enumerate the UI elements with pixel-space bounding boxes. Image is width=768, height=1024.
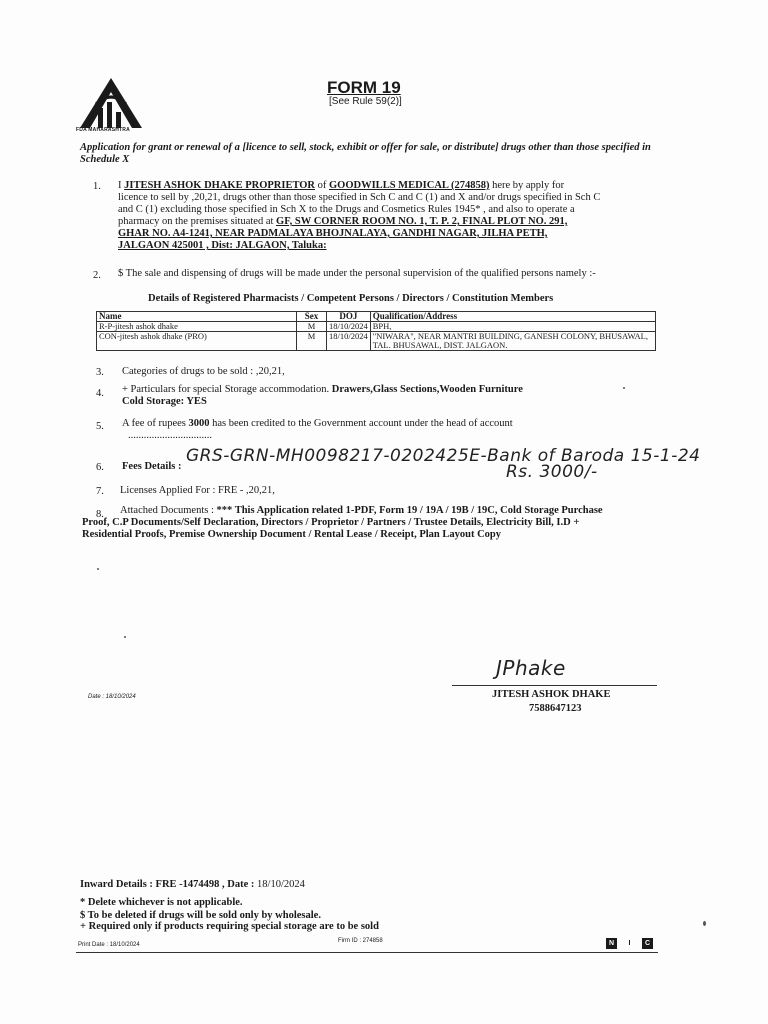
handwritten-fee-details: GRS-GRN-MH0098217-0202425E-Bank of Baroda 15-1-24 — [186, 446, 701, 466]
logo-caption: FDA MAHARASHTRA — [76, 127, 130, 133]
table-cell: BPH, — [370, 322, 655, 332]
table-cell: 18/10/2024 — [327, 332, 371, 351]
premises-address: GF, SW CORNER ROOM NO. 1, T. P. 2, FINAL PLOT NO. 291, — [276, 216, 568, 227]
application-line: Application for grant or renewal of a [licence to sell, stock, exhibit or offer for sale, or distribute] drugs other than those specified in Schedule X — [80, 142, 651, 165]
handwritten-fee-amount: Rs. 3000/- — [506, 462, 598, 482]
item1-prefix: I — [118, 180, 122, 191]
item2-text: $ The sale and dispensing of drugs will be made under the personal supervision of the qualified persons namely :- — [118, 268, 596, 279]
note: $ To be deleted if drugs will be sold only by wholesale. — [80, 910, 321, 921]
table-cell: 18/10/2024 — [327, 322, 371, 332]
item1-text: licence to sell by ,20,21, drugs other than those specified in Sch C and C (1) and X and/or drugs specified in Sch C — [118, 192, 601, 203]
table-title: Details of Registered Pharmacists / Competent Persons / Directors / Constitution Members — [148, 293, 554, 304]
form-rule: [See Rule 59(2)] — [329, 96, 402, 107]
table-header-row — [97, 312, 656, 322]
premises-address: GHAR NO. A4-1241, NEAR PADMALAYA BHOJNALAYA, GANDHI NAGAR, JILHA PETH, — [118, 228, 548, 239]
item-number: 4. — [96, 388, 104, 399]
table-cell: CON-jitesh ashok dhake (PRO) — [97, 332, 297, 351]
form-date: Date : 18/10/2024 — [88, 694, 136, 700]
item-number: 6. — [96, 462, 104, 473]
table-cell: M — [297, 332, 327, 351]
item-number: 3. — [96, 367, 104, 378]
inward-date: 18/10/2024 — [257, 879, 305, 890]
note: + Required only if products requiring special storage are to be sold — [80, 921, 379, 932]
table-row — [97, 332, 656, 351]
item1-of: of — [317, 180, 327, 191]
column-header: DOJ — [327, 312, 371, 322]
item-number: 8. — [96, 509, 104, 520]
firm-name: GOODWILLS MEDICAL (274858) — [329, 180, 490, 191]
form-title: FORM 19 — [327, 78, 401, 97]
table-cell: M — [297, 322, 327, 332]
print-date: Print Date : 18/10/2024 — [78, 942, 140, 948]
scan-speck — [703, 921, 706, 926]
item-number: 5. — [96, 421, 104, 432]
table-cell: "NIWARA", NEAR MANTRI BUILDING, GANESH COLONY, BHUSAWAL, TAL. BHUSAWAL, DIST. JALGAON. — [370, 332, 655, 351]
signature-line — [452, 685, 657, 686]
item4-text — [122, 384, 642, 408]
item5-text — [122, 418, 652, 442]
column-header: Sex — [297, 312, 327, 322]
item5-text-b: has been credited to the Government account under the head of account — [212, 418, 513, 429]
table-row — [97, 322, 656, 332]
scan-speck — [97, 568, 99, 570]
footer-mark: C — [642, 938, 653, 949]
cold-storage: Cold Storage: YES — [122, 396, 207, 407]
item5-text-a: A fee of rupees — [122, 418, 186, 429]
scan-speck — [623, 387, 625, 389]
item-number: 1. — [93, 181, 101, 192]
attached-list: Proof, C.P Documents/Self Declaration, Directors / Proprietor / Partners / Trustee Details, Electricity Bill, I.D + — [82, 517, 580, 528]
note: * Delete whichever is not applicable. — [80, 897, 243, 908]
footer-mark: N — [606, 938, 617, 949]
attached-list: *** This Application related 1-PDF, Form 19 / 19A / 19B / 19C, Cold Storage Purchase — [216, 505, 603, 516]
inward-label: Inward Details : FRE -1474498 , Date : — [80, 879, 255, 890]
dotted-blank: ................................ — [128, 430, 212, 441]
item1-text: and C (1) excluding those specified in Sch X to the Drugs and Cosmetics Rules 1945* , and also to operate a — [118, 204, 575, 215]
storage-value: Drawers,Glass Sections,Wooden Furniture — [331, 384, 523, 395]
table-cell: R-P-jitesh ashok dhake — [97, 322, 297, 332]
item1-paragraph — [118, 180, 663, 252]
item1-text: pharmacy on the premises situated at — [118, 216, 274, 227]
inward-details — [80, 879, 305, 891]
item3-text: Categories of drugs to be sold : ,20,21, — [122, 366, 285, 377]
fee-amount: 3000 — [188, 418, 210, 429]
pharmacist-table — [96, 311, 656, 351]
item7-text: Licenses Applied For : FRE - ,20,21, — [120, 485, 275, 496]
item-number: 2. — [93, 270, 101, 281]
footer-divider — [76, 952, 658, 953]
attached-list: Residential Proofs, Premise Ownership Document / Rental Lease / Receipt, Plan Layout Copy — [82, 529, 502, 540]
attached-label: Attached Documents : — [120, 505, 214, 516]
premises-address: JALGAON 425001 , Dist: JALGAON, Taluka: — [118, 240, 327, 251]
item4-label: + Particulars for special Storage accommodation. — [122, 384, 330, 395]
signatory-phone: 7588647123 — [529, 703, 582, 714]
signatory-name: JITESH ASHOK DHAKE — [492, 689, 611, 700]
item1-text: here by apply for — [492, 180, 565, 191]
footer-mark: I — [628, 940, 631, 947]
item8-text — [120, 505, 603, 517]
item-number: 7. — [96, 486, 104, 497]
firm-id: Firm ID : 274858 — [338, 938, 383, 944]
column-header: Name — [97, 312, 297, 322]
scan-speck — [124, 636, 126, 638]
column-header: Qualification/Address — [370, 312, 655, 322]
signature-handwritten: JPhake — [496, 656, 566, 680]
applicant-name: JITESH ASHOK DHAKE PROPRIETOR — [124, 180, 316, 191]
fees-label: Fees Details : — [122, 461, 182, 472]
